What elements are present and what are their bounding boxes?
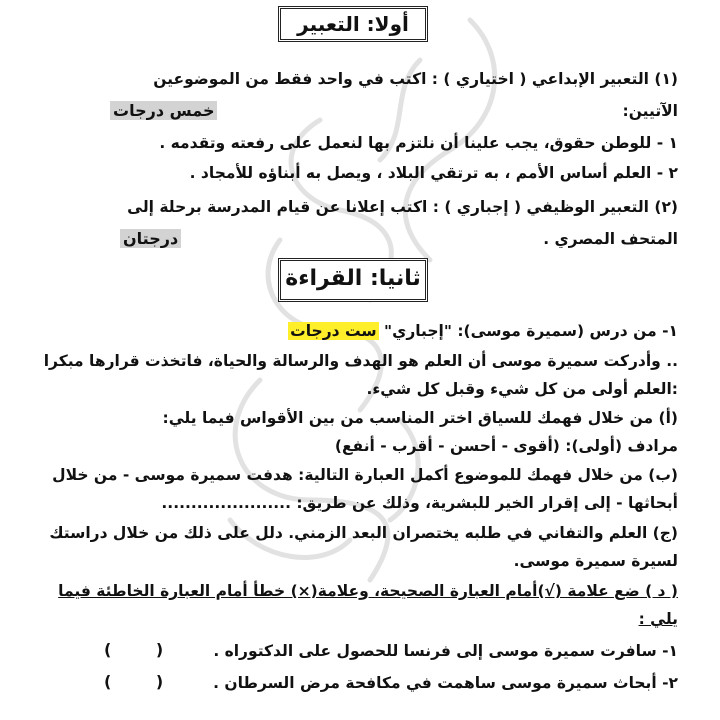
grade-label: خمس درجات: [110, 101, 217, 120]
question-a: (أ) من خلال فهمك للسياق اختر المناسب من بين الأقواس فيما يلي:: [162, 409, 678, 427]
answer-blank-2[interactable]: ( ): [104, 672, 164, 691]
topic-item-1: ١ - للوطن حقوق، يجب علينا أن نلتزم بها لنعمل على رفعته وتقدمه .: [159, 134, 678, 152]
section-title-reading: ثانيا: القراءة: [278, 258, 428, 302]
question-functional-expression: (٢) التعبير الوظيفي ( إجباري ) : اكتب إعلانا عن قيام المدرسة برحلة إلى: [127, 198, 678, 216]
grade-highlight: ست درجات: [290, 322, 377, 340]
question-d: ( د ) ضع علامة (√)أمام العبارة الصحيحة، وعلامة(×) خطأ أمام العبارة الخاطئة فيما: [58, 582, 678, 600]
passage-line: :العلم أولى من كل شيء وقبل كل شيء.: [366, 380, 678, 398]
question-b: (ب) من خلال فهمك للموضوع أكمل العبارة التالية: هدفت سميرة موسى - من خلال: [52, 466, 678, 484]
topic-item-2: ٢ - العلم أساس الأمم ، به ترتقي البلاد ، ويصل به أبناؤه للأمجاد .: [189, 164, 678, 182]
passage-line: .. وأدركت سميرة موسى أن العلم هو الهدف والرسالة والحياة، فاتخذت قرارها مبكرا: [43, 352, 678, 370]
reading-intro-text: ١- من درس (سميرة موسى): "إجباري": [384, 322, 678, 340]
reading-intro: [40, 320, 678, 342]
section-title-expression: أولا: التعبير: [278, 6, 428, 42]
answer-blank-1[interactable]: ( ): [104, 640, 164, 659]
question-creative-expression-cont: الآتيين:: [622, 102, 678, 120]
true-false-statement-2: ٢- أبحاث سميرة موسى ساهمت في مكافحة مرض السرطان .: [213, 674, 678, 692]
grade-badge-five: [110, 100, 217, 122]
question-creative-expression: (١) التعبير الإبداعي ( اختياري ) : اكتب في واحد فقط من الموضوعين: [153, 70, 678, 88]
question-d-cont: يلي :: [638, 610, 678, 628]
grade-badge-two: [120, 228, 181, 250]
grade-label: درجتان: [120, 229, 181, 248]
question-b-cont: أبحاثها - إلى إقرار الخير للبشرية، وذلك عن طريق: ......................: [161, 494, 678, 512]
question-c: (ج) العلم والتفاني في طلبه يختصران البعد الزمني. دلل على ذلك من خلال دراستك: [49, 524, 678, 542]
question-functional-expression-cont: المتحف المصري .: [543, 230, 678, 248]
true-false-statement-1: ١- سافرت سميرة موسى إلى فرنسا للحصول على الدكتوراه .: [213, 642, 678, 660]
question-a-synonym: مرادف (أولى): (أقوى - أحسن - أقرب - أنفع): [334, 437, 678, 455]
question-c-cont: لسيرة سميرة موسى.: [513, 552, 678, 570]
